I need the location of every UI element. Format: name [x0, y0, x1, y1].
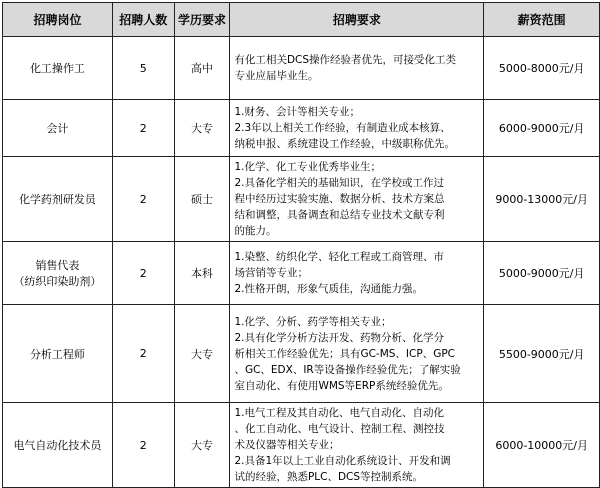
requirement-line: 析相关工作经验优先；具有GC-MS、ICP、GPC: [234, 347, 455, 360]
salary-cell: 6000-9000元/月: [484, 100, 600, 157]
count-cell: 2: [112, 305, 174, 403]
count-cell: 2: [112, 242, 174, 305]
requirement-line: 2.性格开朗，形象气质佳，沟通能力强。: [234, 283, 423, 295]
education-cell: 本科: [174, 242, 230, 305]
requirement-line: 场营销等专业；: [234, 267, 308, 279]
requirements-cell: [230, 100, 484, 157]
header-count: 招聘人数: [112, 3, 174, 37]
salary-cell: 5000-9000元/月: [484, 242, 600, 305]
requirement-line: 有化工相关DCS操作经验者优先，可接受化工类: [234, 54, 457, 66]
position-text: （纺织印染助剂）: [13, 275, 102, 288]
position-text: 销售代表: [35, 259, 80, 272]
requirement-line: 室自动化、有使用WMS等ERP系统经验优先。: [234, 379, 449, 392]
requirement-line: 的能力。: [234, 225, 277, 237]
table-row: [3, 157, 600, 242]
requirement-line: 1.电气工程及其自动化、电气自动化、自动化: [234, 407, 444, 419]
requirement-line: 、化工自动化、电气设计、控制工程、测控技: [234, 423, 445, 435]
position-cell: [3, 157, 113, 242]
position-cell: [3, 403, 113, 488]
position-text: 分析工程师: [29, 347, 85, 361]
position-text: 会计: [46, 122, 69, 135]
requirement-line: 1.化学、化工专业优秀毕业生；: [234, 161, 381, 173]
position-text: 电气自动化技术员: [13, 439, 102, 452]
table-row: [3, 305, 600, 403]
position-cell: [3, 242, 113, 305]
count-cell: 2: [112, 157, 174, 242]
requirements-cell: [230, 403, 484, 488]
count-cell: 2: [112, 100, 174, 157]
salary-cell: 6000-10000元/月: [484, 403, 600, 488]
requirement-line: 1.染整、纺织化学、轻化工程或工商管理、市: [234, 251, 444, 263]
requirement-line: 2.具备1年以上工业自动化系统设计、开发和调: [234, 455, 451, 467]
requirement-line: 1.财务、会计等相关专业；: [234, 106, 360, 118]
education-cell: 大专: [174, 100, 230, 157]
position-cell: [3, 100, 113, 157]
education-cell: 高中: [174, 37, 230, 100]
table-row: [3, 242, 600, 305]
education-cell: 大专: [174, 403, 230, 488]
position-cell: [3, 305, 113, 403]
requirement-line: 2.具有化学分析方法开发、药物分析、化学分: [234, 331, 444, 344]
header-education: 学历要求: [174, 3, 230, 37]
requirement-line: 1.化学、分析、药学等相关专业；: [234, 315, 392, 328]
education-cell: 大专: [174, 305, 230, 403]
table-row: [3, 403, 600, 488]
requirement-line: 专业应届毕业生。: [234, 70, 319, 82]
requirement-line: 2.3年以上相关工作经验，有制造业成本核算、: [234, 122, 451, 134]
requirements-cell: [230, 157, 484, 242]
requirement-line: 纳税申报、系统建设工作经验，中级职称优先。: [234, 138, 455, 150]
position-cell: [3, 37, 113, 100]
salary-cell: 5000-8000元/月: [484, 37, 600, 100]
requirements-cell: [230, 37, 484, 100]
salary-cell: 9000-13000元/月: [484, 157, 600, 242]
count-cell: 2: [112, 403, 174, 488]
requirements-cell: [230, 242, 484, 305]
header-requirements: 招聘要求: [230, 3, 484, 37]
header-position: 招聘岗位: [3, 3, 113, 37]
count-cell: 5: [112, 37, 174, 100]
table-row: [3, 37, 600, 100]
requirement-line: 程中经历过实验实施、数据分析、技术方案总: [234, 193, 445, 205]
table-row: [3, 100, 600, 157]
requirement-line: 结和调整，具备调查和总结专业技术文献专利: [234, 209, 445, 221]
requirement-line: 试的经验，熟悉PLC、DCS等控制系统。: [234, 471, 424, 483]
position-text: 化学药剂研发员: [18, 193, 96, 206]
salary-cell: 5500-9000元/月: [484, 305, 600, 403]
header-row: [3, 3, 600, 37]
header-salary: 薪资范围: [484, 3, 600, 37]
education-cell: 硕士: [174, 157, 230, 242]
requirements-cell: [230, 305, 484, 403]
requirement-line: 术及仪器等相关专业；: [234, 439, 340, 451]
position-text: 化工操作工: [29, 62, 85, 75]
recruitment-table: [2, 2, 600, 488]
requirement-line: 、GC、EDX、IR等设备操作经验优先；了解实验: [234, 363, 461, 376]
requirement-line: 2.具备化学相关的基础知识，在学校或工作过: [234, 177, 444, 189]
